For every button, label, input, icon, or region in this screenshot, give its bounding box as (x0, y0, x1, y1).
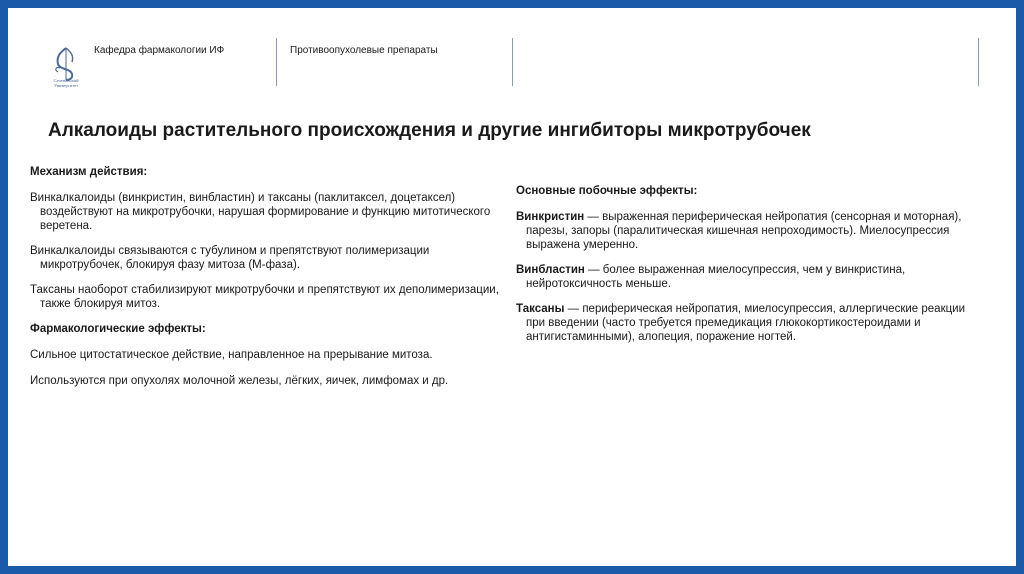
topic-label: Противоопухолевые препараты (290, 45, 438, 56)
mechanism-paragraph: Винкалкалоиды (винкристин, винбластин) и таксаны (паклитаксел, доцетаксел) воздействуют на микротрубочки, нарушая формирование и функцию митотического веретена. (30, 192, 491, 232)
drug-effects: — более выраженная миелосупрессия, чем у винкристина, нейротоксичность меньше. (526, 264, 906, 290)
mechanism-paragraph: Винкалкалоиды связываются с тубулином и препятствуют полимеризации микротрубочек, блокируя фазу митоза (М-фаза). (30, 245, 430, 271)
vincristine-entry (516, 210, 986, 252)
header-divider (978, 38, 979, 86)
drug-name: Винкристин (516, 211, 585, 223)
drug-name: Винбластин (516, 264, 585, 276)
department-label: Кафедра фармакологии ИФ (94, 45, 225, 56)
mechanism-paragraph: Таксаны наоборот стабилизируют микротрубочки и препятствуют их деполимеризации, также блокируя митоз. (30, 284, 499, 310)
taxanes-entry (516, 302, 986, 344)
left-column (30, 165, 500, 388)
mechanism-heading: Механизм действия: (30, 166, 148, 178)
slide-title: Алкалоиды растительного происхождения и другие ингибиторы микротрубочек (48, 120, 811, 141)
slide (8, 8, 1016, 566)
vinblastine-entry (516, 263, 986, 291)
drug-effects: — периферическая нейропатия, миелосупрессия, аллергические реакции при введении (часто требуется премедикация глюкокортикостероидами и антигистаминными), алопеция, поражение ногтей. (526, 303, 966, 343)
header-divider (512, 38, 513, 86)
drug-effects: — выраженная периферическая нейропатия (сенсорная и моторная), парезы, запоры (паралитическая кишечная непроходимость). Миелосупрессия выражена умеренно. (526, 211, 962, 251)
drug-name: Таксаны (516, 303, 565, 315)
effects-paragraph: Используются при опухолях молочной железы, лёгких, яичек, лимфомах и др. (30, 375, 449, 387)
header-divider (276, 38, 277, 86)
side-effects-heading: Основные побочные эффекты: (516, 185, 698, 197)
effects-paragraph: Сильное цитостатическое действие, направленное на прерывание митоза. (30, 349, 433, 361)
right-column (516, 184, 986, 344)
effects-heading: Фармакологические эффекты: (30, 323, 206, 335)
logo-caption: Сеченовский Университет (53, 78, 79, 88)
